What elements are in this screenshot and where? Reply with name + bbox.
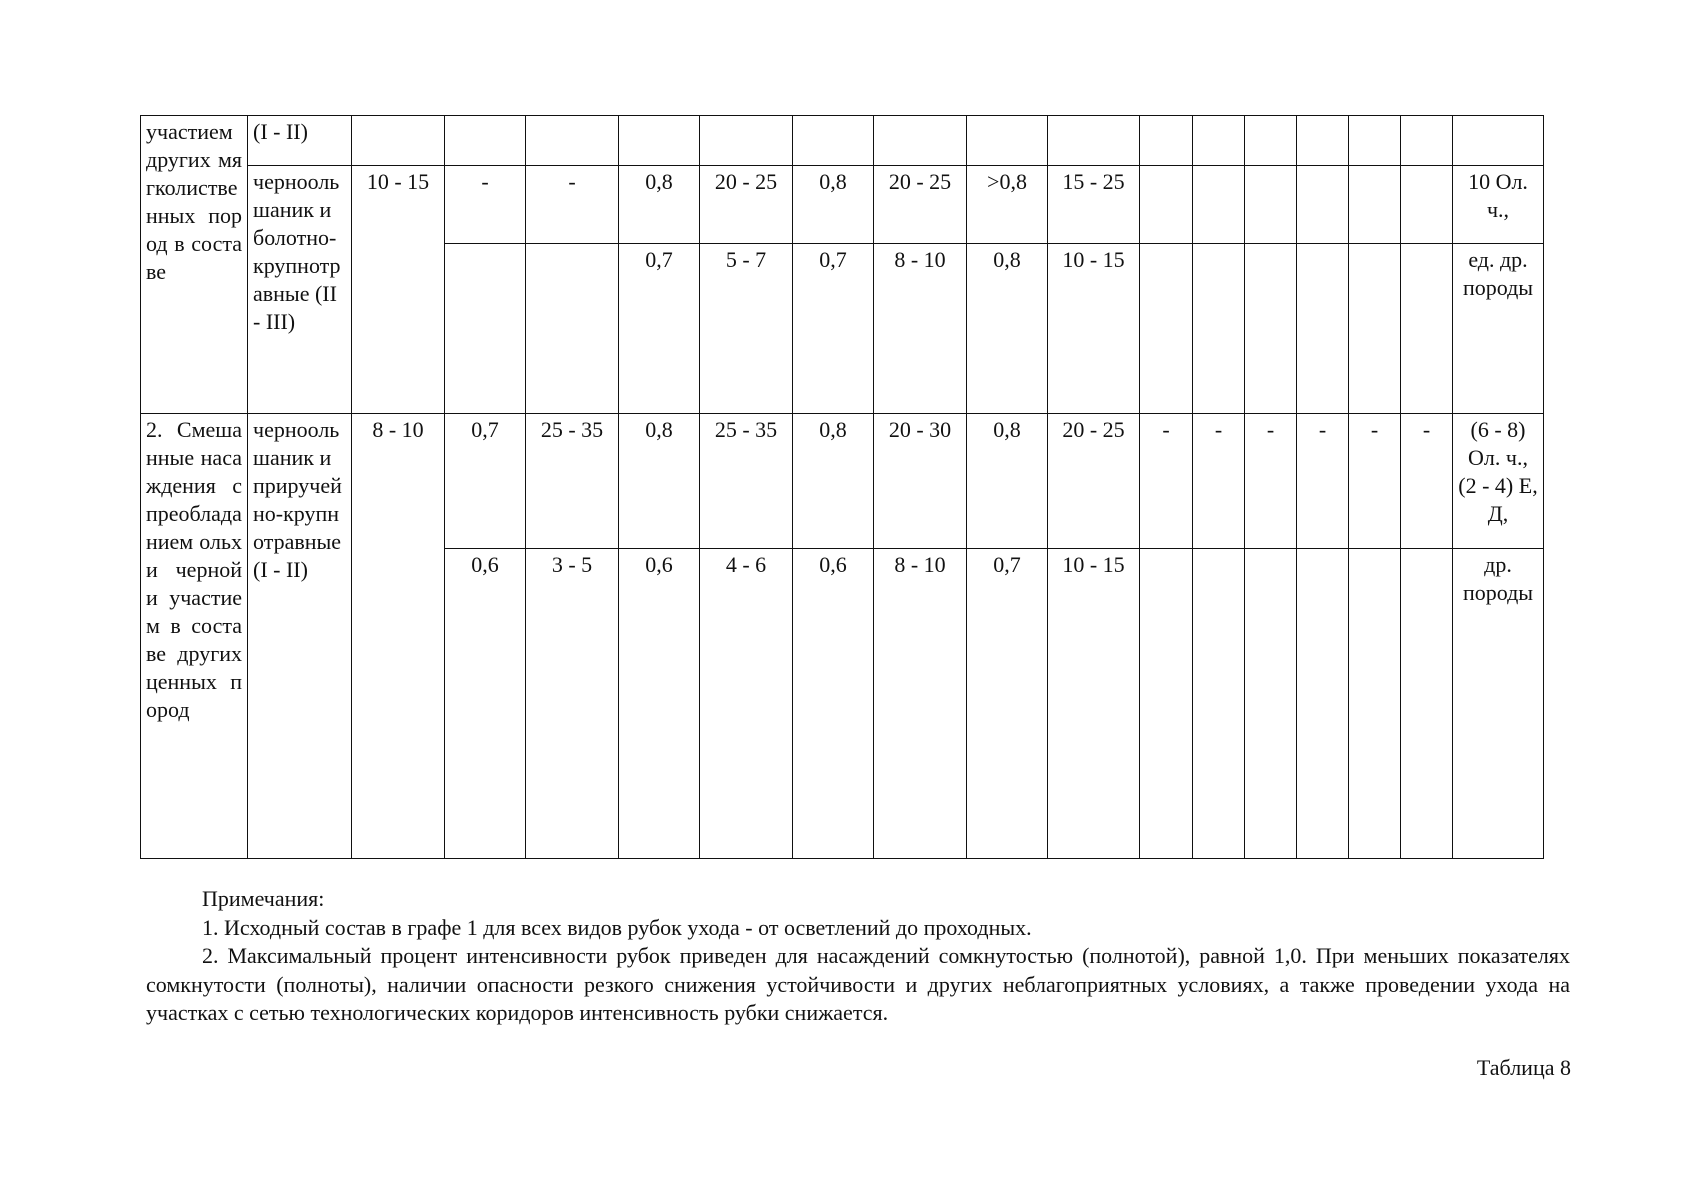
age-cell: 10 - 15: [352, 166, 445, 414]
value-cell: [445, 244, 526, 414]
value-cell: 15 - 25: [1048, 166, 1140, 244]
value-cell: 0,7: [619, 244, 700, 414]
value-cell: 25 - 35: [526, 414, 619, 549]
value-cell: 20 - 25: [1048, 414, 1140, 549]
value-cell: 0,8: [793, 166, 874, 244]
value-cell: 20 - 30: [874, 414, 967, 549]
value-cell: [526, 244, 619, 414]
value-cell: -: [526, 166, 619, 244]
forest-type-cell: (I - II): [248, 116, 352, 166]
table-row: [141, 116, 1544, 166]
dash-cell: -: [1245, 414, 1297, 549]
stand-group-cell: участием других мягколиственных пород в составе: [141, 116, 248, 414]
dash-cell: -: [1349, 414, 1401, 549]
note-item: 2. Максимальный процент интенсивности рубок приведен для насаждений сомкнутостью (полнотой), равной 1,0. При меньших показателях сомкнутости (полноты), наличии опасности резкого снижения устойчивости и других неблагоприятных условиях, а также проведении ухода на участках с сетью технологических коридоров интенсивность рубки снижается.: [146, 943, 1570, 1025]
value-cell: 0,8: [967, 414, 1048, 549]
stand-group-cell: 2. Смешанные насаждения с преобладанием ольхи черной и участием в составе других ценных пород: [141, 414, 248, 859]
forest-type-cell: черноольшаник и приручейно-крупнотравные (I - II): [248, 414, 352, 859]
table-row: [141, 414, 1544, 549]
value-cell: 4 - 6: [700, 549, 793, 859]
value-cell: 0,6: [619, 549, 700, 859]
value-cell: -: [445, 166, 526, 244]
composition-note-cell: ед. др. породы: [1453, 244, 1544, 414]
composition-note-cell: др. породы: [1453, 549, 1544, 859]
composition-note-cell: 10 Ол. ч.,: [1453, 166, 1544, 244]
value-cell: 5 - 7: [700, 244, 793, 414]
table-caption: Таблица 8: [1476, 1055, 1571, 1080]
notes-section: [146, 885, 1570, 1028]
age-cell: 8 - 10: [352, 414, 445, 859]
value-cell: 0,6: [445, 549, 526, 859]
value-cell: 8 - 10: [874, 549, 967, 859]
value-cell: 0,7: [967, 549, 1048, 859]
forest-thinning-table: [140, 115, 1544, 859]
table-row: [141, 166, 1544, 244]
value-cell: 8 - 10: [874, 244, 967, 414]
value-cell: 3 - 5: [526, 549, 619, 859]
value-cell: 10 - 15: [1048, 244, 1140, 414]
notes-heading: Примечания:: [202, 886, 325, 911]
value-cell: 10 - 15: [1048, 549, 1140, 859]
value-cell: 25 - 35: [700, 414, 793, 549]
value-cell: 0,8: [793, 414, 874, 549]
value-cell: 0,8: [619, 166, 700, 244]
value-cell: 0,7: [445, 414, 526, 549]
value-cell: 20 - 25: [700, 166, 793, 244]
value-cell: 0,8: [619, 414, 700, 549]
value-cell: 20 - 25: [874, 166, 967, 244]
dash-cell: -: [1140, 414, 1193, 549]
note-item: 1. Исходный состав в графе 1 для всех видов рубок ухода - от осветлений до проходных.: [202, 914, 1032, 940]
dash-cell: -: [1297, 414, 1349, 549]
dash-cell: -: [1401, 414, 1453, 549]
forest-type-cell: черноольшаник и болотно-крупнотравные (II - III): [248, 166, 352, 414]
value-cell: 0,7: [793, 244, 874, 414]
value-cell: 0,6: [793, 549, 874, 859]
composition-note-cell: (6 - 8) Ол. ч., (2 - 4) Е, Д,: [1453, 414, 1544, 549]
dash-cell: -: [1193, 414, 1245, 549]
value-cell: >0,8: [967, 166, 1048, 244]
value-cell: 0,8: [967, 244, 1048, 414]
